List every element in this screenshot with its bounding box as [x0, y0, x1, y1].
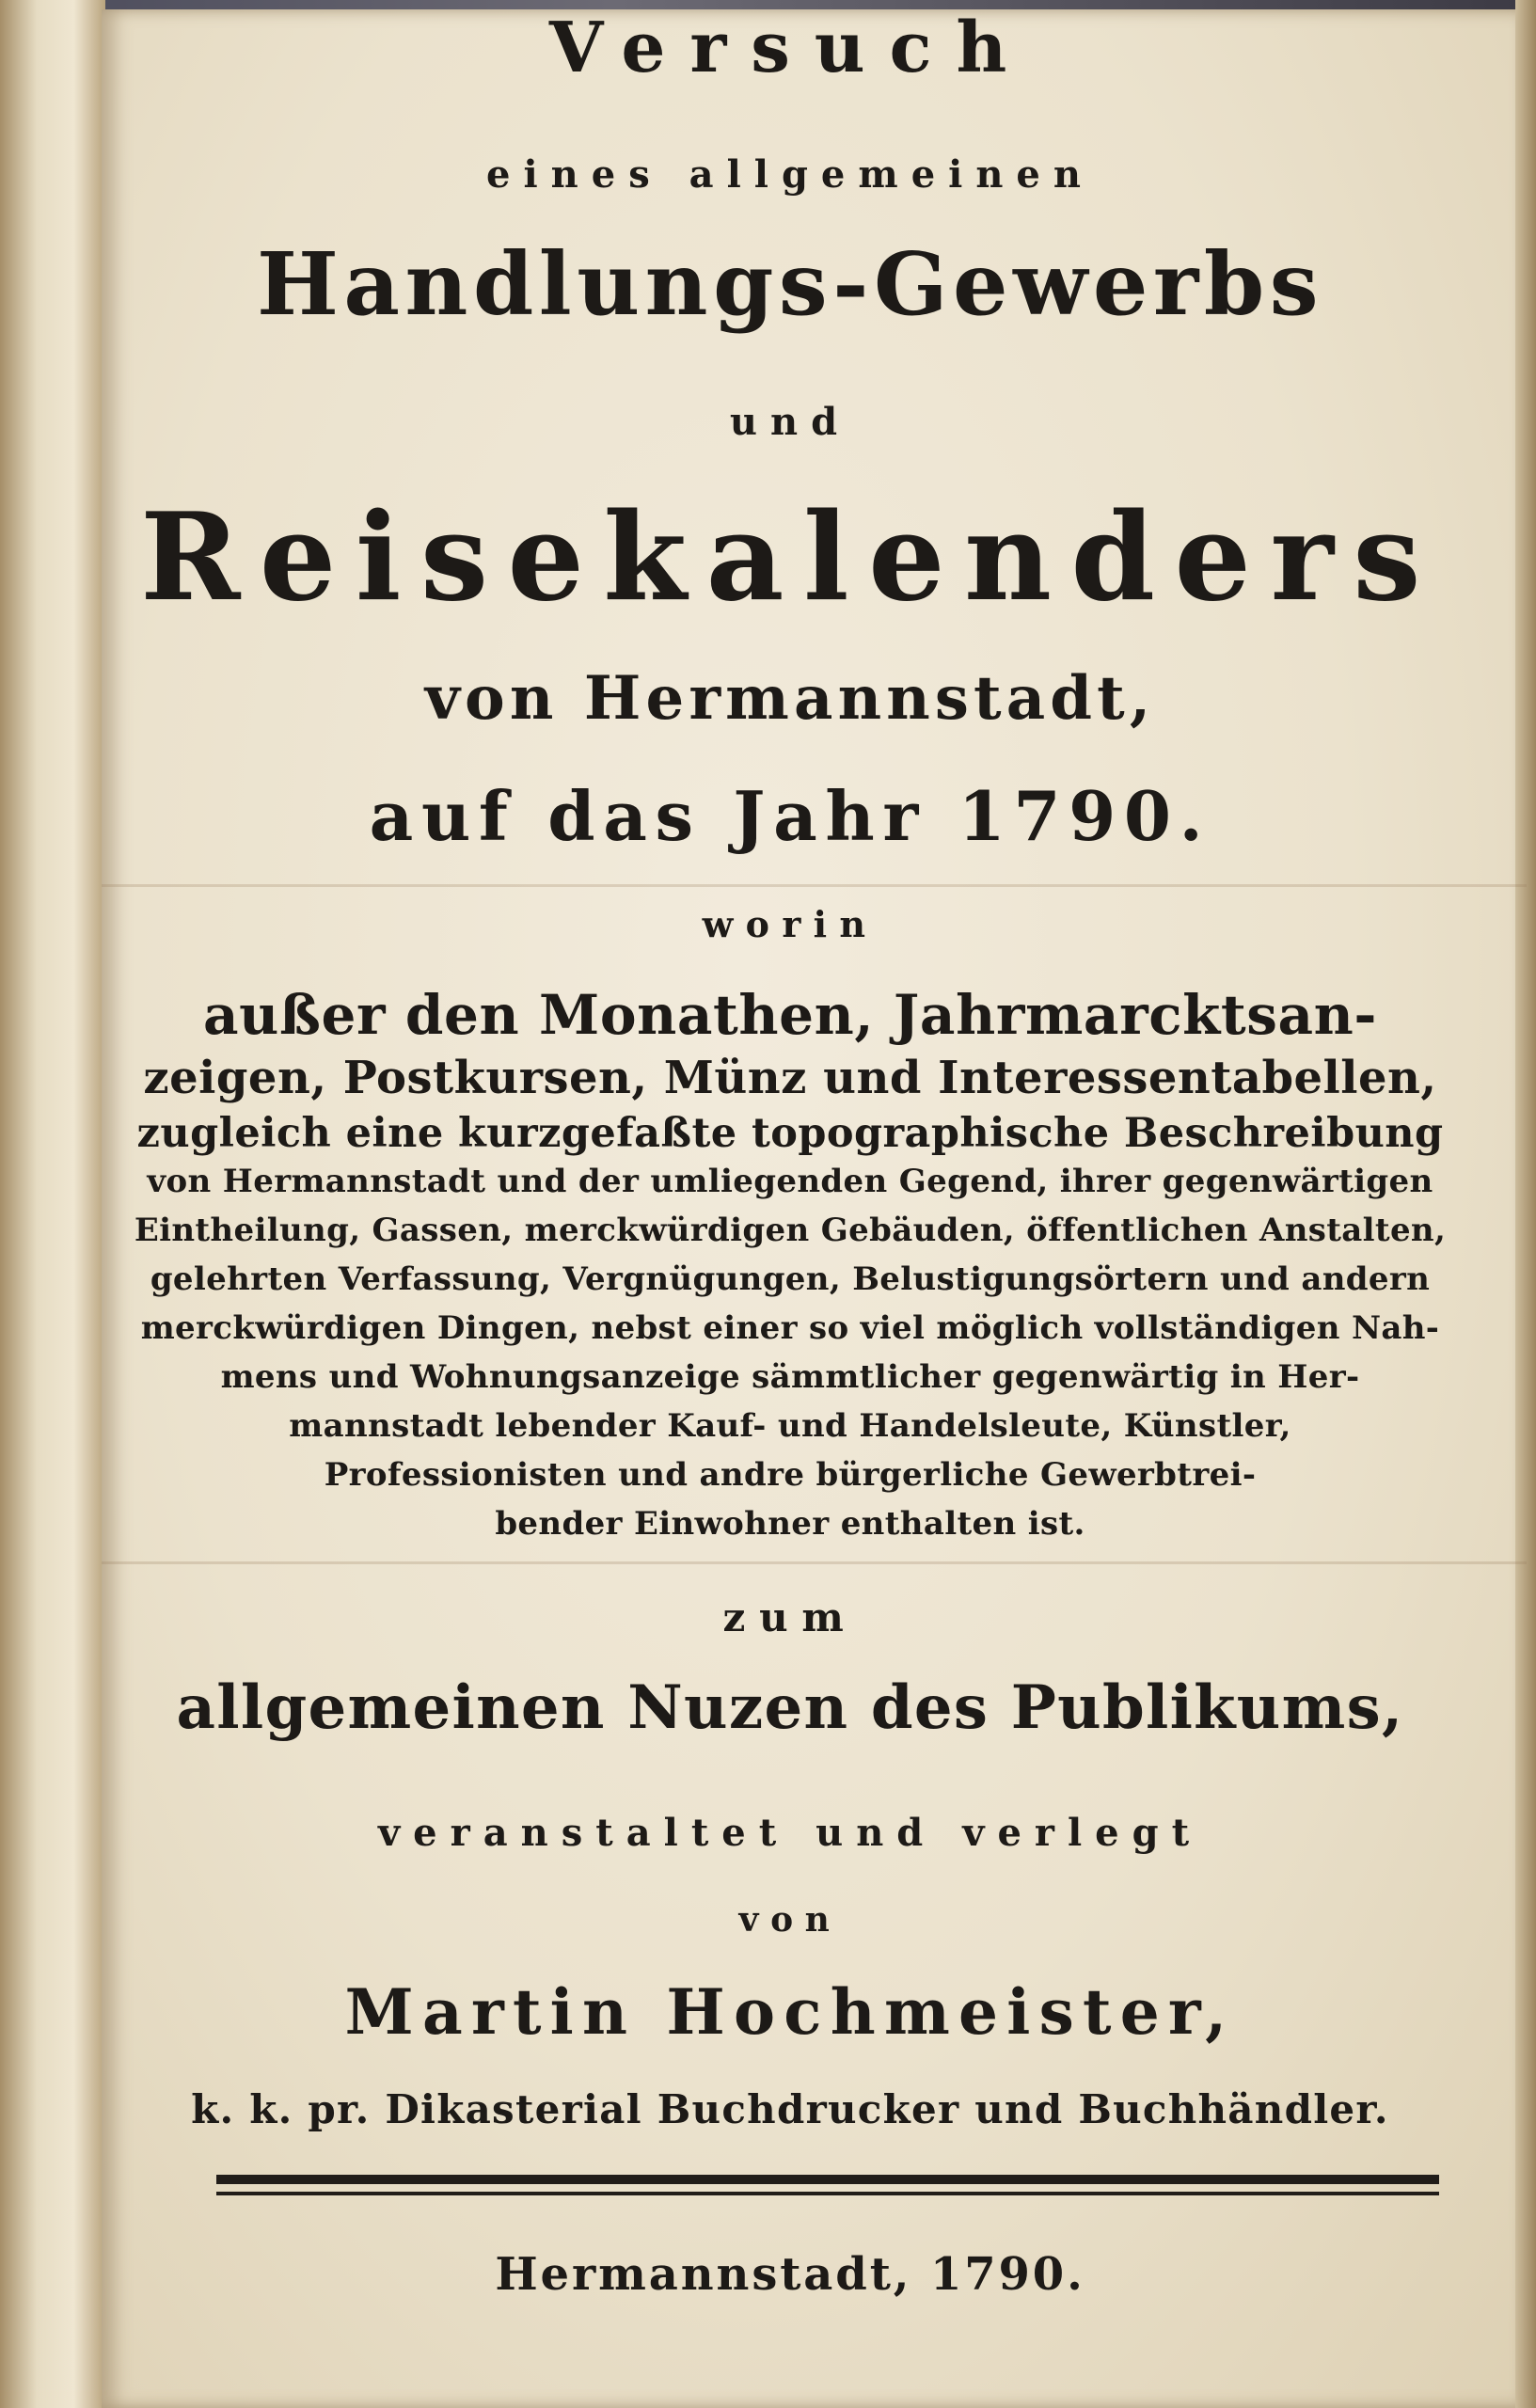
description-line: merckwürdigen Dingen, nebst einer so viel möglich vollständigen Nah-	[140, 1309, 1440, 1347]
title-page-text	[132, 0, 1449, 2408]
page-right-edge	[1515, 0, 1536, 2408]
description-line: Professionisten und andre bürgerliche Gewerbtrei-	[324, 1456, 1257, 1494]
description-line: Eintheilung, Gassen, merckwürdigen Gebäuden, öffentlichen Anstalten,	[134, 1212, 1447, 1249]
imprint: Hermannstadt, 1790.	[495, 2248, 1085, 2301]
title-line-von-hermannstadt: von Hermannstadt,	[424, 663, 1156, 734]
description-line: zeigen, Postkursen, Münz und Interessentabellen,	[143, 1052, 1437, 1104]
title-line-von: von	[738, 1900, 842, 1940]
description-line: gelehrten Verfassung, Vergnügungen, Belustigungsörtern und andern	[150, 1260, 1431, 1298]
title-line-versuch: Versuch	[548, 8, 1032, 88]
description-line: außer den Monathen, Jahrmarcktsan-	[202, 983, 1378, 1047]
double-rule-thick	[216, 2175, 1439, 2184]
publisher-title: k. k. pr. Dikasterial Buchdrucker und Buchhändler.	[191, 2086, 1389, 2132]
book-binding	[0, 0, 105, 2408]
title-line-veranstaltet: veranstaltet und verlegt	[377, 1811, 1203, 1855]
description-line: zugleich eine kurzgefaßte topographische Beschreibung	[136, 1110, 1444, 1157]
double-rule-thin	[216, 2192, 1439, 2195]
description-line: von Hermannstadt und der umliegenden Gegend, ihrer gegenwärtigen	[147, 1163, 1433, 1200]
publisher-name: Martin Hochmeister,	[344, 1975, 1236, 2049]
title-line-worin: worin	[702, 903, 879, 945]
title-line-jahr: auf das Jahr 1790.	[369, 776, 1211, 856]
title-line-publikum: allgemeinen Nuzen des Publikums,	[176, 1672, 1404, 1743]
description-line: mannstadt lebender Kauf- und Handelsleute, Künstler,	[289, 1407, 1291, 1445]
description-line: bender Einwohner enthalten ist.	[495, 1505, 1085, 1543]
title-line-reisekalenders: Reisekalenders	[140, 487, 1440, 628]
title-line-eines: eines allgemeinen	[486, 152, 1094, 197]
title-line-zum: zum	[722, 1594, 858, 1640]
description-line: mens und Wohnungsanzeige sämmtlicher gegenwärtig in Her-	[220, 1358, 1360, 1396]
title-line-handlungs: Handlungs-Gewerbs	[256, 233, 1324, 335]
title-line-und: und	[729, 400, 851, 444]
